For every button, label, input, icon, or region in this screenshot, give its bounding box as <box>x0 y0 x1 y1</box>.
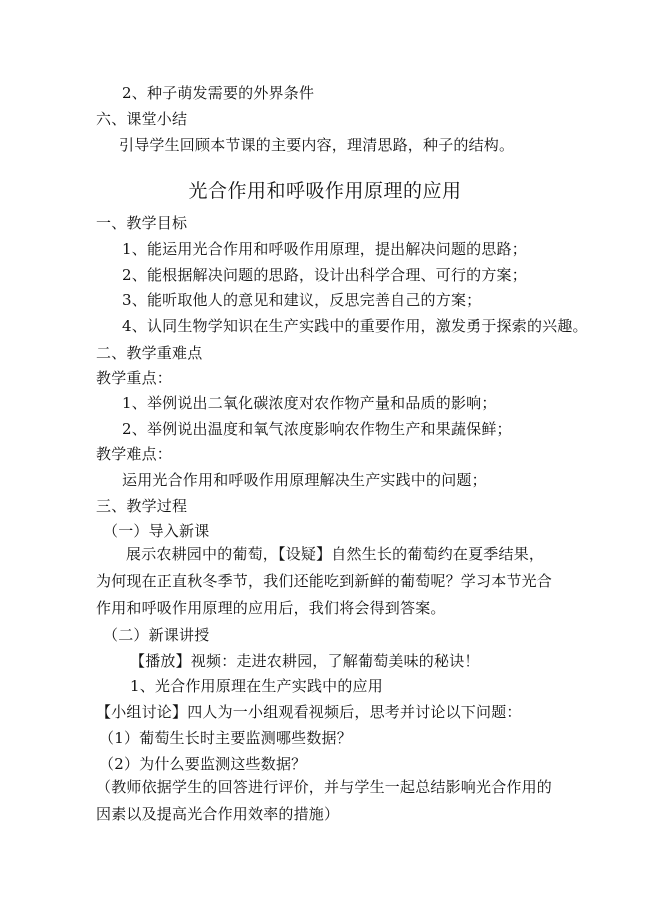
new-lesson-heading: （二）新课讲授 <box>103 626 210 644</box>
goal-item-2: 2、能根据解决问题的思路，设计出科学合理、可行的方案； <box>122 266 527 284</box>
teacher-note: （教师依据学生的回答进行评价，并与学生一起总结影响光合作用的因素以及提高光合作用效率的措施） <box>96 778 553 823</box>
summary-heading: 六、课堂小结 <box>96 110 188 128</box>
goals-heading: 一、教学目标 <box>96 214 188 232</box>
focus-item-1: 1、举例说出二氧化碳浓度对农作物产量和品质的影响； <box>122 394 497 412</box>
prev-item-2: 2、种子萌发需要的外界条件 <box>122 84 315 102</box>
goal-item-3: 3、能听取他人的意见和建议，反思完善自己的方案； <box>122 291 482 309</box>
key-points-heading: 二、教学重难点 <box>96 344 203 362</box>
process-heading: 三、教学过程 <box>96 497 188 515</box>
intro-paragraph: 展示农耕园中的葡萄，【设疑】自然生长的葡萄约在夏季结果，为何现在正直秋冬季节，我们还能吃到新鲜的葡萄呢？学习本节光合作用和呼吸作用原理的应用后，我们将会得到答案。 <box>96 545 553 617</box>
focus-label: 教学重点： <box>96 369 173 387</box>
difficulty-text: 运用光合作用和呼吸作用原理解决生产实践中的问题； <box>122 471 487 489</box>
question-1: （1）葡萄生长时主要监测哪些数据？ <box>99 729 352 747</box>
group-discussion: 【小组讨论】四人为一小组观看视频后，思考并讨论以下问题： <box>96 703 522 721</box>
lesson-title: 光合作用和呼吸作用原理的应用 <box>188 180 462 202</box>
focus-item-2: 2、举例说出温度和氧气浓度影响农作物生产和果蔬保鲜； <box>122 420 512 438</box>
goal-item-4: 4、认同生物学知识在生产实践中的重要作用，激发勇于探索的兴趣。 <box>122 317 588 335</box>
difficulty-label: 教学难点： <box>96 445 173 463</box>
intro-heading: （一）导入新课 <box>103 522 210 540</box>
video-play-text: 【播放】视频：走进农耕园，了解葡萄美味的秘诀！ <box>130 652 480 670</box>
summary-text: 引导学生回顾本节课的主要内容，理清思路，种子的结构。 <box>119 136 515 154</box>
goal-item-1: 1、能运用光合作用和呼吸作用原理，提出解决问题的思路； <box>122 240 527 258</box>
sub-heading-photosynthesis: 1、光合作用原理在生产实践中的应用 <box>130 677 383 695</box>
question-2: （2）为什么要监测这些数据？ <box>99 755 307 773</box>
